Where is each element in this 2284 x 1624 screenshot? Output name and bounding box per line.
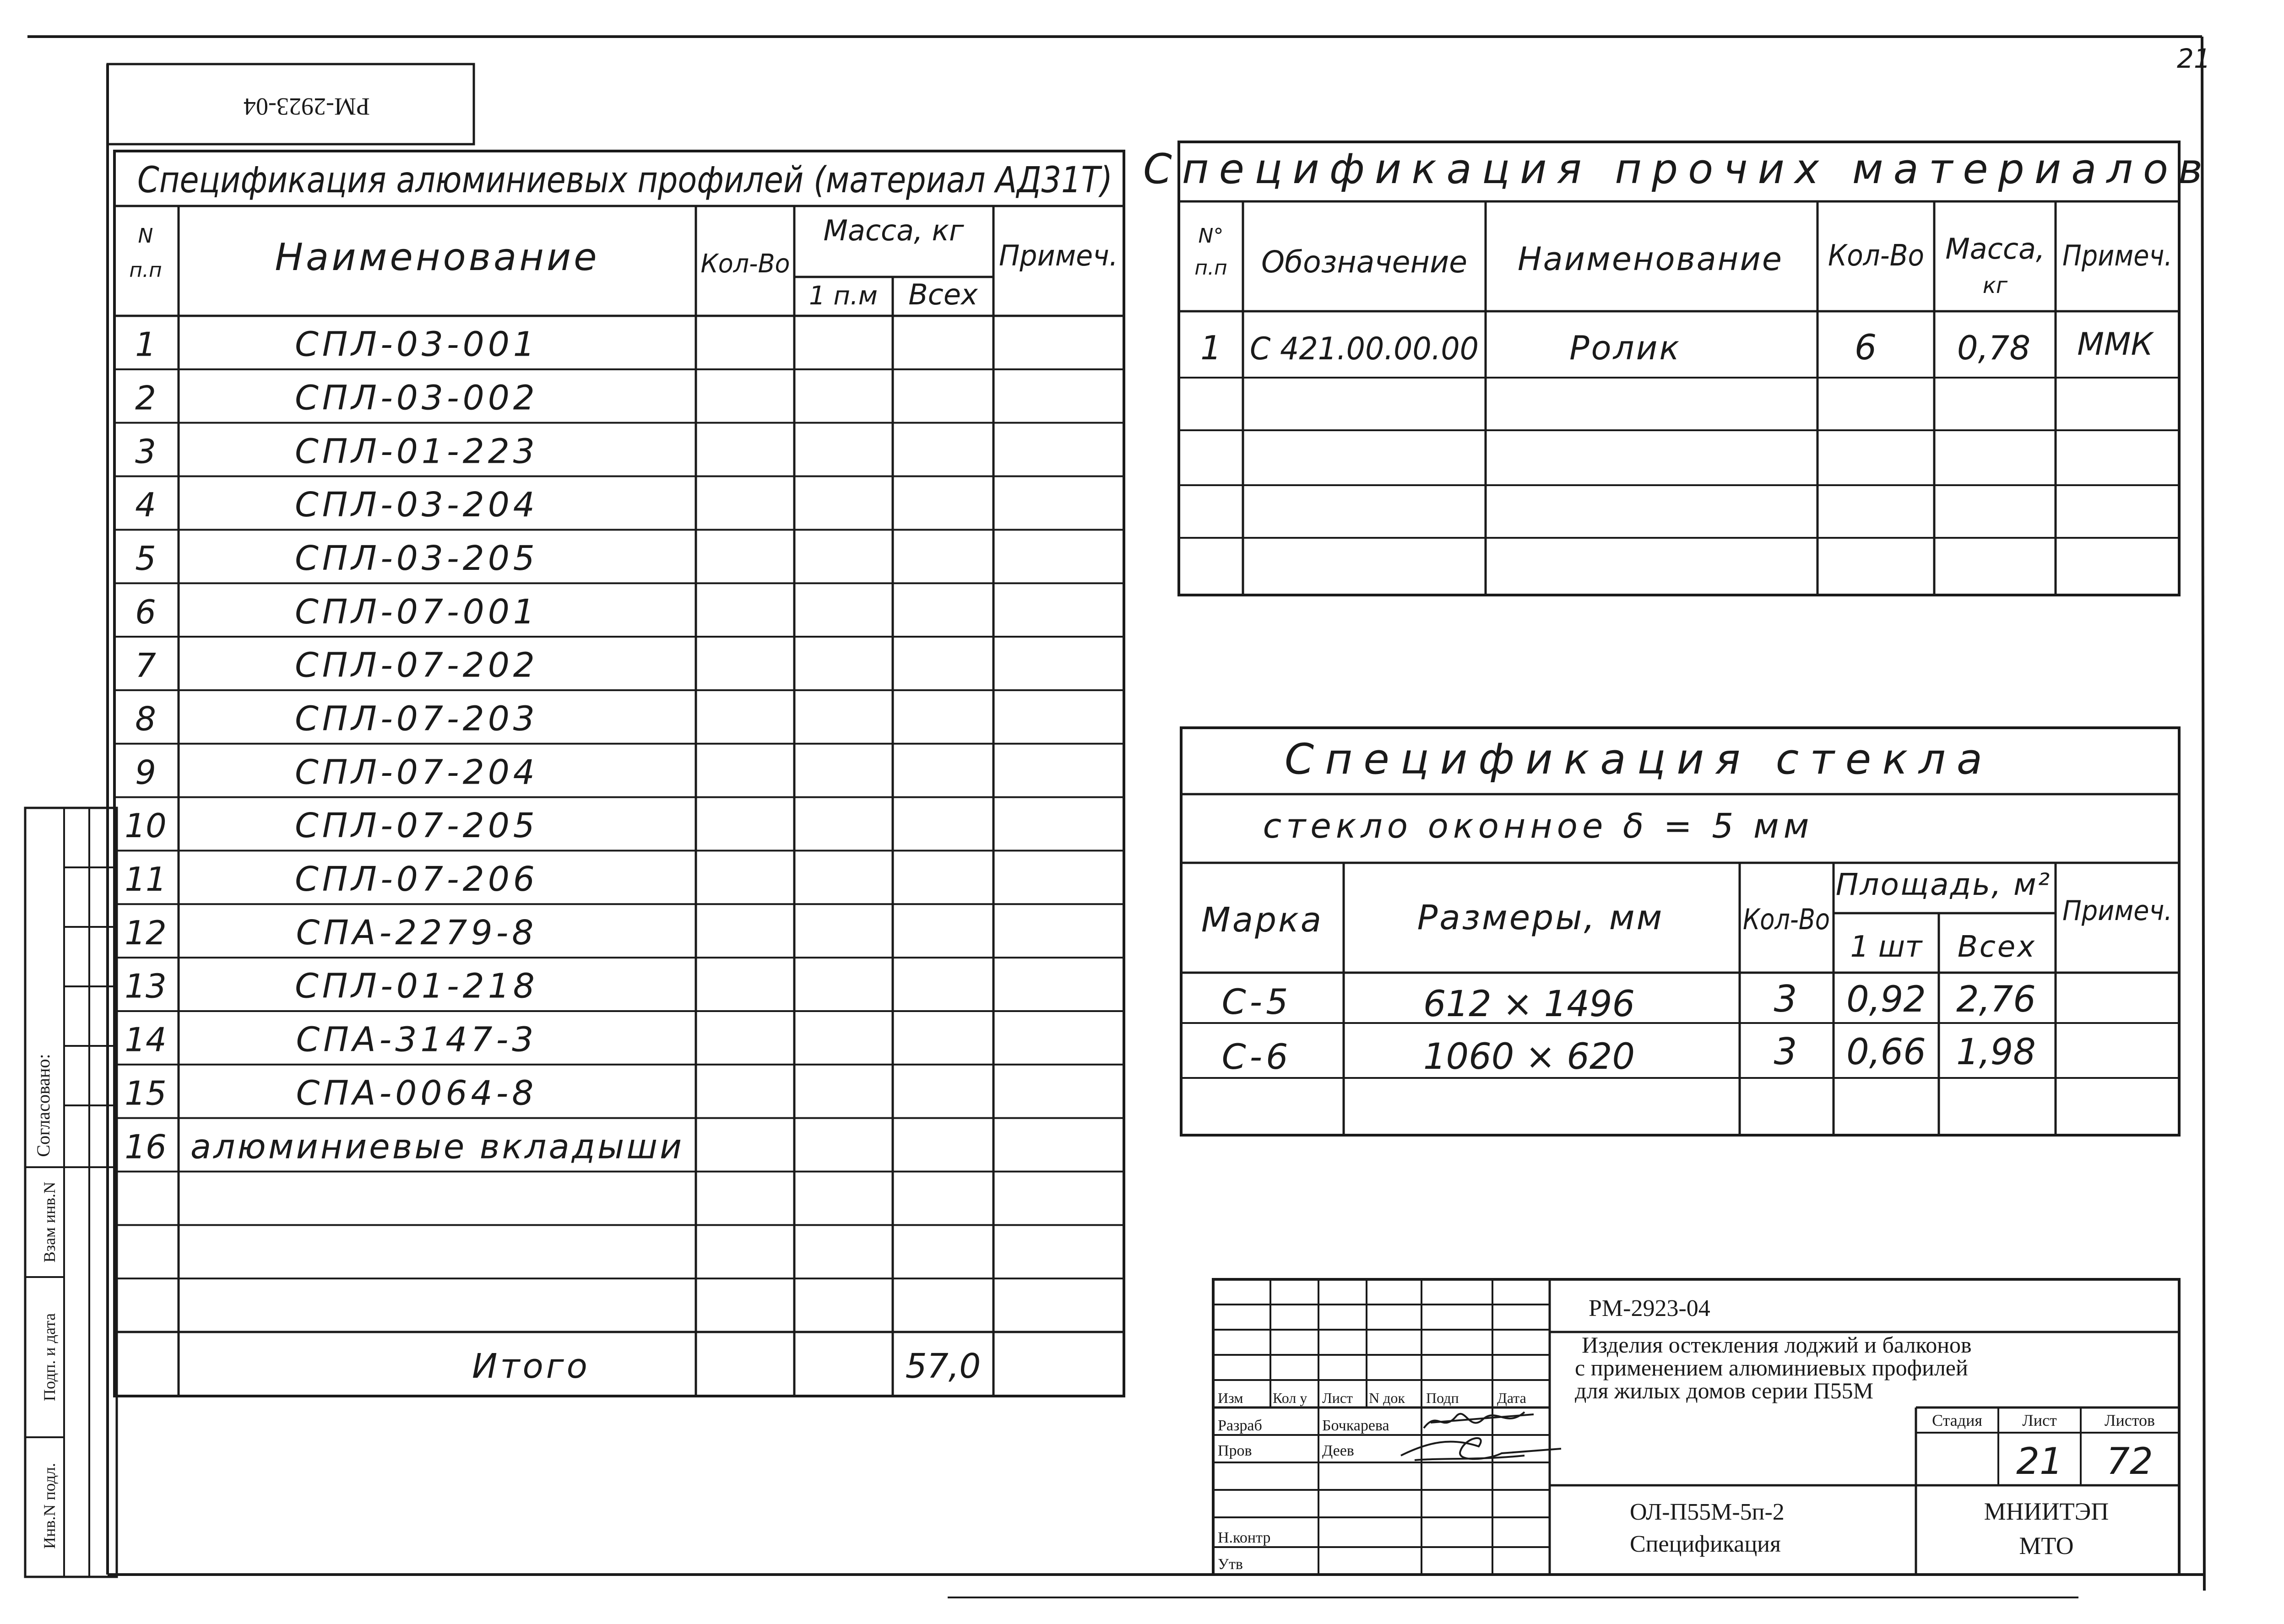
other-row-mass: 0,78 bbox=[1957, 329, 2031, 367]
tb-doc-code: РМ-2923-04 bbox=[1589, 1295, 1710, 1321]
tb-col-izm: Изм bbox=[1218, 1390, 1243, 1406]
title-block bbox=[1213, 1279, 2179, 1575]
other-designation-header: Обозначение bbox=[1261, 244, 1467, 280]
profiles-row-name: СПЛ-03-001 bbox=[295, 325, 538, 364]
glass-row-one: 0,92 bbox=[1846, 979, 1926, 1020]
glass-row-qty: 3 bbox=[1774, 1030, 1797, 1073]
signature-prov bbox=[1401, 1438, 1561, 1460]
profiles-qty-header: Кол-Во bbox=[700, 249, 790, 279]
other-row-designation: С 421.00.00.00 bbox=[1250, 331, 1479, 367]
profiles-row-name: СПЛ-07-204 bbox=[295, 752, 538, 792]
profiles-row-name: СПЛ-07-001 bbox=[295, 592, 538, 632]
profiles-mass-total-header: Всех bbox=[908, 278, 978, 311]
other-num-header: N° bbox=[1198, 224, 1224, 248]
tb-name-prov: Деев bbox=[1322, 1442, 1354, 1459]
page-number: 21 bbox=[2177, 43, 2211, 74]
profiles-row-name: СПЛ-03-204 bbox=[295, 485, 538, 525]
other-mass-unit-header: кг bbox=[1982, 273, 2008, 298]
other-qty-header: Кол-Во bbox=[1828, 239, 1924, 273]
other-row-qty: 6 bbox=[1854, 327, 1877, 368]
tb-col-list: Лист bbox=[1322, 1390, 1353, 1406]
tb-sheets-value: 72 bbox=[2106, 1440, 2153, 1483]
replaced-inv-label: Взам инв.N bbox=[40, 1181, 59, 1263]
glass-row-mark: С-5 bbox=[1221, 981, 1292, 1022]
tb-role-razrab: Разраб bbox=[1218, 1417, 1262, 1434]
glass-title: Спецификация стекла bbox=[1284, 735, 1994, 784]
other-note-header: Примеч. bbox=[2062, 239, 2172, 272]
profiles-row-name: СПЛ-07-203 bbox=[295, 699, 538, 739]
profiles-row-num: 1 bbox=[135, 325, 156, 364]
tb-description-line-2: с применением алюминиевых профилей bbox=[1575, 1355, 1968, 1380]
other-title: Спецификация прочих материалов bbox=[1143, 145, 2213, 193]
glass-row-one: 0,66 bbox=[1846, 1032, 1926, 1073]
profiles-row-num: 2 bbox=[135, 379, 156, 417]
tb-col-data: Дата bbox=[1497, 1390, 1526, 1406]
profiles-table bbox=[114, 151, 1124, 1396]
profiles-row-name: СПЛ-03-205 bbox=[295, 539, 538, 578]
profiles-name-header: Наименование bbox=[275, 236, 600, 279]
stamp-box bbox=[108, 64, 474, 144]
profiles-row-num: 14 bbox=[125, 1020, 167, 1059]
profiles-total-label: Итого bbox=[472, 1347, 590, 1386]
glass-area-one-header: 1 шт bbox=[1850, 930, 1922, 964]
other-row-note: ММК bbox=[2077, 326, 2153, 363]
stamp-code: РМ-2923-04 bbox=[243, 93, 370, 120]
profiles-row-num: 11 bbox=[125, 860, 167, 899]
agreed-label: Согласовано: bbox=[33, 1054, 54, 1157]
tb-sheet-value: 21 bbox=[2016, 1440, 2063, 1483]
tb-drawing-name: Спецификация bbox=[1630, 1531, 1781, 1557]
other-row-name: Ролик bbox=[1569, 329, 1681, 367]
profiles-row-num: 8 bbox=[135, 699, 156, 738]
profiles-row-num: 5 bbox=[135, 539, 156, 578]
profiles-row-num: 3 bbox=[135, 432, 156, 471]
glass-row-all: 1,98 bbox=[1956, 1032, 2036, 1073]
sign-date-label: Подп. и дата bbox=[40, 1313, 59, 1402]
tb-col-kol-u: Кол у bbox=[1273, 1390, 1307, 1406]
profiles-row-name: СПЛ-01-223 bbox=[295, 432, 538, 471]
profiles-row-name: СПА-3147-3 bbox=[296, 1020, 537, 1060]
glass-area-header: Площадь, м² bbox=[1835, 867, 2051, 902]
profiles-row-num: 13 bbox=[125, 967, 167, 1006]
profiles-row-num: 4 bbox=[135, 486, 156, 525]
tb-role-utv: Утв bbox=[1218, 1556, 1243, 1573]
profiles-row-num: 16 bbox=[125, 1127, 167, 1166]
glass-row-size: 612 × 1496 bbox=[1423, 984, 1635, 1025]
tb-role-n-kontr: Н.контр bbox=[1218, 1529, 1271, 1546]
glass-note-header: Примеч. bbox=[2062, 895, 2172, 927]
tb-org-2: МТО bbox=[2019, 1532, 2074, 1559]
binding-strip bbox=[25, 808, 117, 1577]
tb-sheet-label: Лист bbox=[2022, 1411, 2057, 1429]
profiles-title: Спецификация алюминиевых профилей (материал АД31Т) bbox=[137, 160, 1112, 201]
other-num-header-2: п.п bbox=[1194, 256, 1227, 280]
signature-razrab bbox=[1424, 1412, 1534, 1428]
profiles-mass-per-m-header: 1 п.м bbox=[808, 281, 878, 311]
profiles-note-header: Примеч. bbox=[999, 239, 1118, 272]
tb-col-podp: Подп bbox=[1426, 1390, 1459, 1406]
profiles-num-header: N bbox=[138, 224, 153, 248]
tb-description-line-3: для жилых домов серии П55М bbox=[1575, 1378, 1874, 1403]
glass-row-size: 1060 × 620 bbox=[1423, 1036, 1635, 1077]
tb-sheets-label: Листов bbox=[2105, 1411, 2155, 1429]
profiles-row-name: СПЛ-03-002 bbox=[295, 378, 538, 418]
profiles-total-value: 57,0 bbox=[905, 1347, 981, 1386]
profiles-row-name: СПА-2279-8 bbox=[296, 913, 537, 953]
profiles-row-name: СПА-0064-8 bbox=[296, 1073, 537, 1113]
profiles-row-num: 12 bbox=[125, 913, 167, 952]
other-name-header: Наименование bbox=[1518, 240, 1783, 278]
profiles-num-header-2: п.п bbox=[129, 259, 162, 282]
profiles-row-num: 10 bbox=[125, 807, 167, 845]
profiles-row-num: 9 bbox=[135, 753, 156, 792]
glass-qty-header: Кол-Во bbox=[1743, 903, 1830, 936]
tb-name-razrab: Бочкарева bbox=[1322, 1417, 1389, 1434]
profiles-row-num: 6 bbox=[135, 592, 156, 631]
other-materials-table bbox=[1143, 142, 2213, 595]
profiles-row-name: алюминиевые вкладыши bbox=[190, 1127, 684, 1167]
profiles-row-num: 15 bbox=[125, 1074, 167, 1113]
profiles-row-name: СПЛ-01-218 bbox=[295, 966, 538, 1006]
tb-role-prov: Пров bbox=[1218, 1442, 1252, 1459]
other-mass-header: Масса, bbox=[1945, 232, 2045, 265]
profiles-row-name: СПЛ-07-202 bbox=[295, 645, 538, 685]
tb-stage-label: Стадия bbox=[1932, 1411, 1982, 1429]
profiles-row-name: СПЛ-07-206 bbox=[295, 860, 538, 899]
tb-org-1: МНИИТЭП bbox=[1984, 1498, 2109, 1525]
profiles-row-num: 7 bbox=[135, 646, 156, 685]
tb-drawing-code: ОЛ-П55М-5п-2 bbox=[1630, 1499, 1785, 1525]
other-row-num: 1 bbox=[1200, 329, 1221, 367]
glass-subtitle: стекло оконное δ = 5 мм bbox=[1263, 807, 1814, 846]
glass-area-all-header: Всех bbox=[1957, 930, 2037, 964]
glass-table bbox=[1181, 728, 2179, 1135]
glass-row-qty: 3 bbox=[1774, 978, 1797, 1020]
tb-col-n-dok: N док bbox=[1369, 1390, 1405, 1406]
glass-size-header: Размеры, мм bbox=[1417, 898, 1664, 937]
glass-mark-header: Марка bbox=[1201, 900, 1324, 940]
profiles-row-name: СПЛ-07-205 bbox=[295, 806, 538, 846]
tb-description-line-1: Изделия остекления лоджий и балконов bbox=[1582, 1332, 1972, 1358]
glass-row-mark: С-6 bbox=[1221, 1036, 1292, 1077]
profiles-mass-header: Масса, кг bbox=[823, 214, 964, 247]
inv-orig-label: Инв.N подл. bbox=[40, 1463, 59, 1549]
glass-row-all: 2,76 bbox=[1956, 979, 2036, 1020]
